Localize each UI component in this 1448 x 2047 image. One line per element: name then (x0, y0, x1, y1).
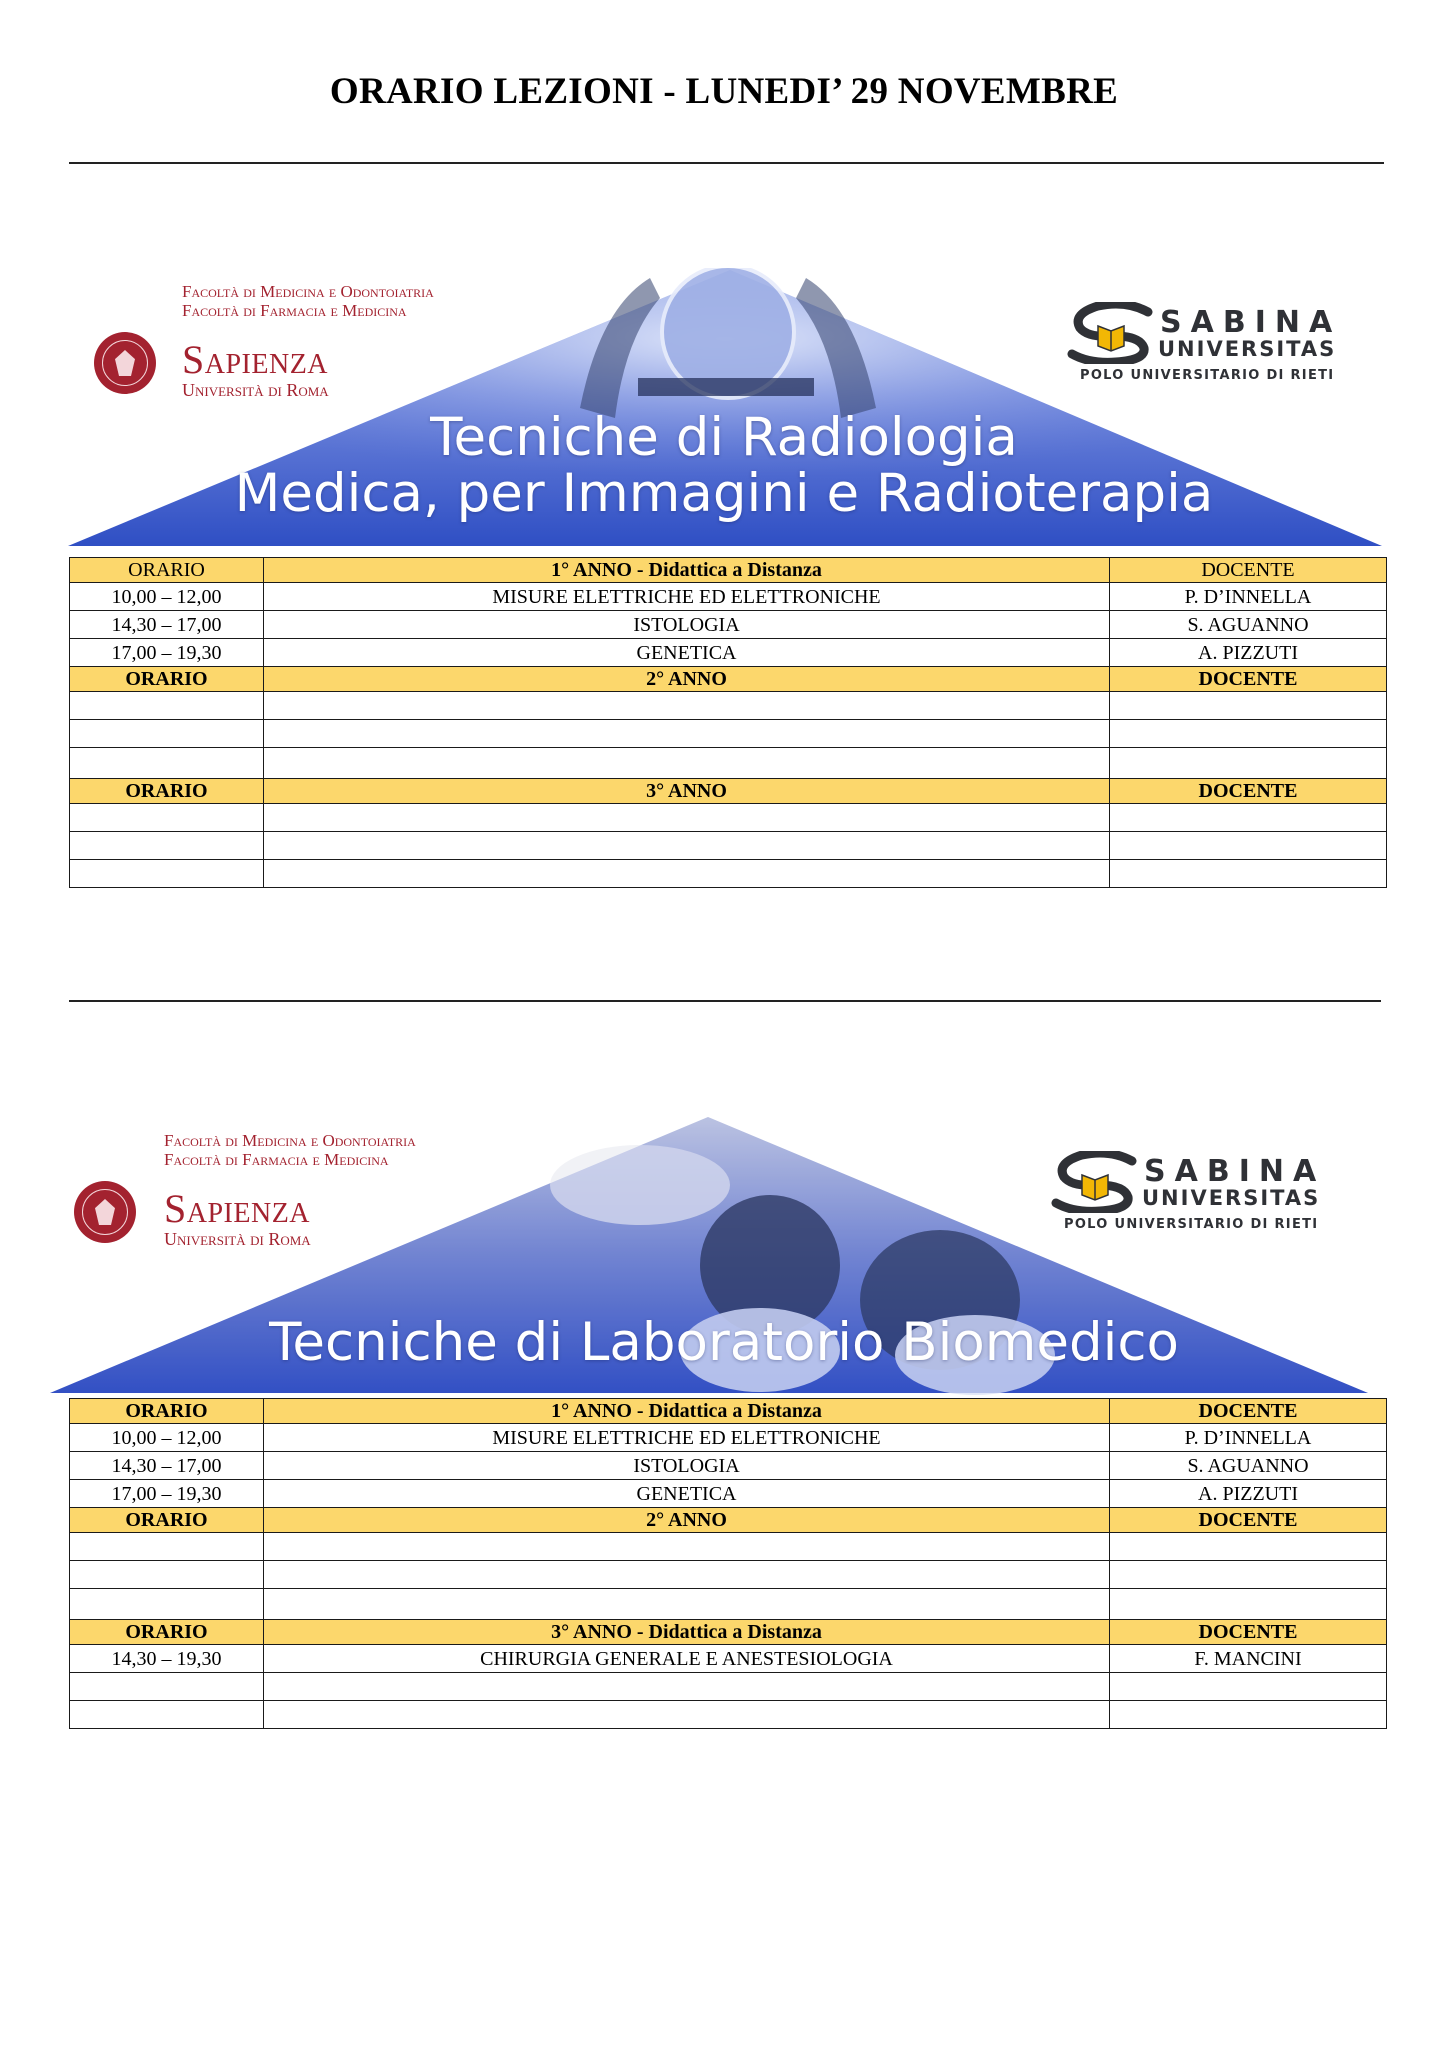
sapienza-seal-icon (74, 1181, 136, 1243)
sabina-tagline: POLO UNIVERSITARIO DI RIETI (1080, 368, 1335, 383)
sapienza-seal-icon (94, 332, 156, 394)
faculty-line-2: Facoltà di Farmacia e Medicina (164, 1150, 389, 1169)
header-anno: 3° ANNO - Didattica a Distanza (264, 1620, 1110, 1645)
header-orario: ORARIO (70, 667, 264, 692)
header-anno: 3° ANNO (264, 779, 1110, 804)
sabina-tagline: POLO UNIVERSITARIO DI RIETI (1064, 1217, 1319, 1232)
table-row (70, 692, 1387, 720)
cell-orario (70, 860, 264, 888)
cell-docente: P. D’INNELLA (1110, 1424, 1387, 1452)
cell-materia (264, 832, 1110, 860)
table-row (70, 860, 1387, 888)
cell-docente: F. MANCINI (1110, 1645, 1387, 1673)
table-row (70, 1424, 1387, 1452)
table-row (70, 639, 1387, 667)
table-row (70, 804, 1387, 832)
cell-docente: S. AGUANNO (1110, 1452, 1387, 1480)
sabina-logo-icon (1066, 302, 1156, 364)
cell-materia: ISTOLOGIA (264, 1452, 1110, 1480)
cell-orario (70, 1673, 264, 1701)
header-anno: 1° ANNO - Didattica a Distanza (264, 1399, 1110, 1424)
cell-docente (1110, 832, 1387, 860)
table-row (70, 611, 1387, 639)
cell-orario: 10,00 – 12,00 (70, 1424, 264, 1452)
table-row (70, 1480, 1387, 1508)
table-row (70, 1533, 1387, 1561)
header-docente: DOCENTE (1110, 1508, 1387, 1533)
faculty-line-1: Facoltà di Medicina e Odontoiatria (164, 1131, 416, 1150)
banner-laboratorio (40, 1115, 1408, 1395)
cell-orario: 17,00 – 19,30 (70, 1480, 264, 1508)
cell-materia (264, 720, 1110, 748)
cell-orario: 14,30 – 17,00 (70, 611, 264, 639)
header-orario: ORARIO (70, 779, 264, 804)
cell-docente (1110, 720, 1387, 748)
table-row (70, 1673, 1387, 1701)
table-row (70, 1645, 1387, 1673)
cell-docente (1110, 1701, 1387, 1729)
faculty-line-1: Facoltà di Medicina e Odontoiatria (182, 282, 434, 301)
sabina-subtitle: UNIVERSITAS (1142, 1186, 1321, 1210)
course-title-radiologia-line-2: Medica, per Immagini e Radioterapia (234, 463, 1214, 524)
sapienza-subtitle: Università di Roma (182, 380, 329, 400)
faculty-line-2: Facoltà di Farmacia e Medicina (182, 301, 407, 320)
header-row-2-anno (70, 667, 1387, 692)
cell-docente (1110, 748, 1387, 779)
cell-docente (1110, 1533, 1387, 1561)
cell-docente (1110, 860, 1387, 888)
schedule-table-radiologia (69, 557, 1387, 888)
cell-materia (264, 804, 1110, 832)
cell-orario: 17,00 – 19,30 (70, 639, 264, 667)
header-row-3-anno (70, 779, 1387, 804)
header-docente: DOCENTE (1110, 1620, 1387, 1645)
cell-docente (1110, 1673, 1387, 1701)
cell-materia (264, 1561, 1110, 1589)
cell-orario (70, 1589, 264, 1620)
table-row (70, 1701, 1387, 1729)
divider-top (69, 162, 1384, 164)
cell-orario: 14,30 – 17,00 (70, 1452, 264, 1480)
cell-orario (70, 748, 264, 779)
cell-orario (70, 720, 264, 748)
cell-orario: 10,00 – 12,00 (70, 583, 264, 611)
sapienza-faculty-lines (182, 282, 434, 320)
header-orario: ORARIO (70, 558, 264, 583)
cell-materia (264, 1701, 1110, 1729)
cell-materia: CHIRURGIA GENERALE E ANESTESIOLOGIA (264, 1645, 1110, 1673)
table-row (70, 1561, 1387, 1589)
schedule-table-laboratorio (69, 1398, 1387, 1729)
header-anno: 2° ANNO (264, 1508, 1110, 1533)
cell-orario (70, 1533, 264, 1561)
banner-radiologia (40, 268, 1408, 548)
cell-materia (264, 692, 1110, 720)
cell-docente: P. D’INNELLA (1110, 583, 1387, 611)
sabina-name: SABINA (1144, 1154, 1326, 1189)
header-docente: DOCENTE (1110, 558, 1387, 583)
cell-materia (264, 1589, 1110, 1620)
header-row-1-anno (70, 1399, 1387, 1424)
cell-orario: 14,30 – 19,30 (70, 1645, 264, 1673)
header-row-1-anno (70, 558, 1387, 583)
course-title-radiologia-line-1: Tecniche di Radiologia (430, 407, 1018, 468)
cell-materia (264, 1533, 1110, 1561)
sabina-subtitle: UNIVERSITAS (1158, 337, 1337, 361)
cell-materia: MISURE ELETTRICHE ED ELETTRONICHE (264, 1424, 1110, 1452)
table-row (70, 1452, 1387, 1480)
cell-orario (70, 1701, 264, 1729)
header-docente: DOCENTE (1110, 1399, 1387, 1424)
course-title-laboratorio: Tecniche di Laboratorio Biomedico (269, 1312, 1179, 1373)
header-orario: ORARIO (70, 1620, 264, 1645)
cell-orario (70, 832, 264, 860)
header-row-2-anno (70, 1508, 1387, 1533)
cell-materia (264, 748, 1110, 779)
cell-docente (1110, 1561, 1387, 1589)
header-orario: ORARIO (70, 1399, 264, 1424)
header-row-3-anno (70, 1620, 1387, 1645)
cell-materia: GENETICA (264, 1480, 1110, 1508)
cell-docente: S. AGUANNO (1110, 611, 1387, 639)
cell-docente: A. PIZZUTI (1110, 1480, 1387, 1508)
cell-docente (1110, 804, 1387, 832)
header-docente: DOCENTE (1110, 667, 1387, 692)
cell-materia: MISURE ELETTRICHE ED ELETTRONICHE (264, 583, 1110, 611)
sabina-logo-icon (1050, 1151, 1140, 1213)
sapienza-faculty-lines (164, 1131, 416, 1169)
table-row (70, 1589, 1387, 1620)
header-anno: 2° ANNO (264, 667, 1110, 692)
cell-docente (1110, 692, 1387, 720)
table-row (70, 748, 1387, 779)
cell-materia: GENETICA (264, 639, 1110, 667)
cell-materia (264, 860, 1110, 888)
table-row (70, 583, 1387, 611)
divider-middle (69, 1000, 1381, 1002)
sapienza-subtitle: Università di Roma (164, 1229, 311, 1249)
cell-materia (264, 1673, 1110, 1701)
cell-docente (1110, 1589, 1387, 1620)
cell-docente: A. PIZZUTI (1110, 639, 1387, 667)
cell-orario (70, 804, 264, 832)
sapienza-name: Sapienza (182, 337, 329, 382)
cell-materia: ISTOLOGIA (264, 611, 1110, 639)
cell-orario (70, 692, 264, 720)
page-title: ORARIO LEZIONI - LUNEDI’ 29 NOVEMBRE (329, 71, 1119, 112)
table-row (70, 720, 1387, 748)
header-orario: ORARIO (70, 1508, 264, 1533)
cell-orario (70, 1561, 264, 1589)
table-row (70, 832, 1387, 860)
sabina-name: SABINA (1160, 305, 1342, 340)
sapienza-name: Sapienza (164, 1186, 311, 1231)
header-anno: 1° ANNO - Didattica a Distanza (264, 558, 1110, 583)
header-docente: DOCENTE (1110, 779, 1387, 804)
